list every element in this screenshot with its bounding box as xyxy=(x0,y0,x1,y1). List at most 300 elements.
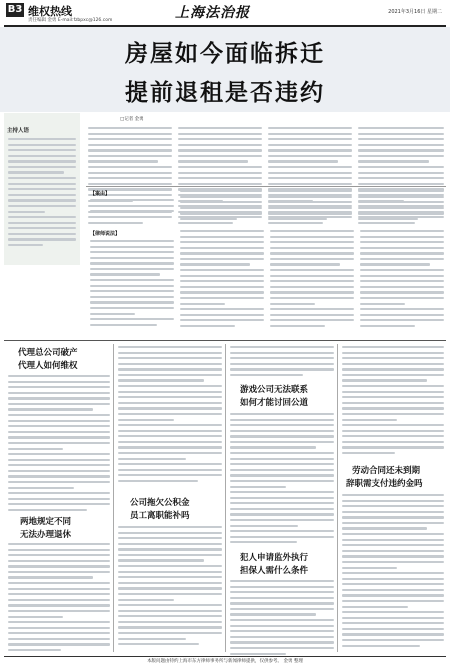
text-line xyxy=(358,127,444,129)
text-line xyxy=(90,273,160,275)
lawyer-col-3 xyxy=(270,230,354,330)
text-line xyxy=(8,375,110,377)
text-line xyxy=(8,565,110,567)
text-line xyxy=(230,374,303,376)
text-line xyxy=(8,205,76,207)
text-line xyxy=(8,199,76,201)
text-line xyxy=(178,183,262,185)
text-line xyxy=(8,183,76,185)
text-line xyxy=(90,318,174,320)
text-line xyxy=(118,357,222,359)
text-line xyxy=(342,413,444,415)
text-line xyxy=(230,480,334,482)
text-line xyxy=(180,308,264,310)
text-line xyxy=(230,602,334,604)
text-line xyxy=(118,391,222,393)
text-line xyxy=(88,172,172,174)
subhead-col3-d: 担保人需什么条件 xyxy=(240,566,309,576)
sidebar-text-block xyxy=(8,138,76,250)
text-line xyxy=(360,236,444,238)
text-line xyxy=(180,190,262,192)
text-line xyxy=(342,391,444,393)
text-line xyxy=(8,160,76,162)
text-line xyxy=(230,368,334,370)
text-line xyxy=(342,407,444,409)
text-line xyxy=(8,588,110,590)
text-line xyxy=(342,522,444,524)
text-line xyxy=(342,578,444,580)
text-line xyxy=(230,619,334,621)
text-line xyxy=(90,301,174,303)
text-line xyxy=(342,516,444,518)
text-line xyxy=(178,166,262,168)
text-line xyxy=(360,286,444,288)
text-line xyxy=(268,166,352,168)
text-line xyxy=(230,586,334,588)
text-line xyxy=(8,448,63,450)
text-line xyxy=(8,610,110,612)
text-line xyxy=(118,626,222,628)
text-line xyxy=(342,561,444,563)
text-line xyxy=(230,497,334,499)
text-line xyxy=(8,155,76,157)
text-line xyxy=(230,636,334,638)
text-line xyxy=(358,201,444,203)
subhead-col3-b: 如何才能讨回公道 xyxy=(240,398,309,408)
text-line xyxy=(342,452,395,454)
text-line xyxy=(270,297,354,299)
text-line xyxy=(342,441,444,443)
text-line xyxy=(230,357,334,359)
text-line xyxy=(88,127,172,129)
text-line xyxy=(88,133,172,135)
text-line xyxy=(118,604,222,606)
text-line xyxy=(360,241,444,243)
text-line xyxy=(8,194,76,196)
text-line xyxy=(358,138,444,140)
text-line xyxy=(342,494,444,496)
text-line xyxy=(118,396,222,398)
text-line xyxy=(180,286,264,288)
text-line xyxy=(118,458,186,460)
text-line xyxy=(358,207,444,209)
text-line xyxy=(358,172,444,174)
text-line xyxy=(8,166,76,168)
text-line xyxy=(90,199,174,201)
text-line xyxy=(270,303,315,305)
lawyer-col-2 xyxy=(180,230,264,330)
text-line xyxy=(118,419,174,421)
text-line xyxy=(90,307,174,309)
text-line xyxy=(118,368,222,370)
text-line xyxy=(360,230,444,232)
text-line xyxy=(360,258,444,260)
col2-text-b xyxy=(118,526,222,649)
text-line xyxy=(8,171,64,173)
text-line xyxy=(230,446,316,448)
text-line xyxy=(180,247,264,249)
text-line xyxy=(118,446,222,448)
text-line xyxy=(230,413,334,415)
text-line xyxy=(358,190,444,192)
text-line xyxy=(8,149,76,151)
text-line xyxy=(8,616,63,618)
text-line xyxy=(342,572,444,574)
headline-line-2: 提前退租是否违约 xyxy=(125,80,325,106)
text-line xyxy=(118,537,222,539)
text-line xyxy=(178,144,262,146)
text-line xyxy=(8,436,110,438)
text-line xyxy=(90,296,174,298)
col-divider xyxy=(113,344,114,652)
text-line xyxy=(90,240,174,242)
text-line xyxy=(230,346,334,348)
text-line xyxy=(270,247,354,249)
text-line xyxy=(268,160,338,162)
text-line xyxy=(268,172,352,174)
text-line xyxy=(118,526,222,528)
text-line xyxy=(230,530,334,532)
text-line xyxy=(342,583,444,585)
text-line xyxy=(178,138,262,140)
text-line xyxy=(8,481,110,483)
text-line xyxy=(118,593,222,595)
text-line xyxy=(8,475,110,477)
text-line xyxy=(118,571,222,573)
text-line xyxy=(8,177,76,179)
text-line xyxy=(118,480,198,482)
text-line xyxy=(358,133,444,135)
text-line xyxy=(88,149,172,151)
subhead-col1-b: 代理人如何维权 xyxy=(18,361,78,371)
text-line xyxy=(90,313,135,315)
text-line xyxy=(230,452,334,454)
subhead-col3-a: 游戏公司无法联系 xyxy=(240,385,309,395)
text-line xyxy=(180,201,262,203)
text-line xyxy=(268,133,352,135)
text-line xyxy=(230,474,334,476)
text-line xyxy=(270,308,354,310)
text-line xyxy=(358,218,418,220)
text-line xyxy=(270,263,340,265)
text-line xyxy=(230,630,334,632)
subhead-col1-c: 两地规定不同 xyxy=(20,517,72,527)
text-line xyxy=(230,597,334,599)
text-line xyxy=(270,252,354,254)
text-line xyxy=(8,560,110,562)
text-line xyxy=(360,275,444,277)
text-line xyxy=(8,582,110,584)
text-line xyxy=(358,183,444,185)
text-line xyxy=(230,424,334,426)
text-line xyxy=(118,610,222,612)
text-line xyxy=(360,297,444,299)
text-line xyxy=(180,263,250,265)
text-line xyxy=(178,155,262,157)
text-line xyxy=(360,263,430,265)
text-line xyxy=(8,216,76,218)
text-line xyxy=(342,594,444,596)
text-line xyxy=(342,611,444,613)
col3-text-top xyxy=(230,346,334,379)
text-line xyxy=(118,554,222,556)
text-line xyxy=(8,392,110,394)
text-line xyxy=(342,352,444,354)
text-line xyxy=(230,591,334,593)
text-line xyxy=(8,487,74,489)
text-line xyxy=(230,502,334,504)
col4-text-b xyxy=(342,494,444,650)
text-line xyxy=(268,155,352,157)
text-line xyxy=(118,452,222,454)
text-line xyxy=(180,236,264,238)
text-line xyxy=(180,230,264,232)
text-line xyxy=(8,431,110,433)
text-line xyxy=(8,453,110,455)
text-line xyxy=(230,536,334,538)
text-line xyxy=(8,498,110,500)
text-line xyxy=(178,133,262,135)
text-line xyxy=(8,571,110,573)
text-line xyxy=(118,632,222,634)
text-line xyxy=(8,227,76,229)
text-line xyxy=(90,210,174,212)
section-divider xyxy=(4,340,446,341)
text-line xyxy=(342,606,408,608)
text-line xyxy=(270,325,325,327)
lawyer-col-1 xyxy=(90,240,174,329)
text-line xyxy=(342,368,444,370)
text-line xyxy=(180,314,264,316)
text-line xyxy=(342,539,444,541)
text-line xyxy=(270,236,354,238)
col3-text-b xyxy=(230,580,334,658)
text-line xyxy=(118,346,222,348)
text-line xyxy=(118,532,222,534)
text-line xyxy=(8,593,110,595)
text-line xyxy=(90,205,174,207)
text-line xyxy=(230,519,334,521)
text-line xyxy=(180,252,264,254)
text-line xyxy=(230,641,334,643)
text-line xyxy=(360,319,444,321)
text-line xyxy=(88,160,158,162)
case-col-2 xyxy=(180,190,262,223)
text-line xyxy=(180,218,237,220)
text-line xyxy=(90,262,174,264)
text-line xyxy=(268,149,352,151)
col-divider xyxy=(337,344,338,652)
text-line xyxy=(8,425,110,427)
text-line xyxy=(270,241,354,243)
text-line xyxy=(180,241,264,243)
text-line xyxy=(118,430,222,432)
text-line xyxy=(270,258,354,260)
text-line xyxy=(88,138,172,140)
text-line xyxy=(270,286,354,288)
text-line xyxy=(342,622,444,624)
text-line xyxy=(118,352,222,354)
subhead-col1-a: 代理总公司破产 xyxy=(18,348,78,358)
text-line xyxy=(230,625,334,627)
text-line xyxy=(178,127,262,129)
text-line xyxy=(8,649,61,651)
footer-note: 本版问题由特约上海市东方律师事务所与新闻律师提供，仅供参考。 金勇 整理 xyxy=(147,659,303,664)
text-line xyxy=(118,543,222,545)
text-line xyxy=(90,246,174,248)
subhead-col4-b: 辞职需支付违约金吗 xyxy=(346,479,423,489)
newspaper-masthead: 上海法治报 xyxy=(175,5,250,21)
text-line xyxy=(360,269,444,271)
text-line xyxy=(8,386,110,388)
text-line xyxy=(230,419,334,421)
text-line xyxy=(268,196,352,198)
text-line xyxy=(230,463,334,465)
subhead-col2-a: 公司拖欠公积金 xyxy=(130,498,190,508)
text-line xyxy=(268,201,352,203)
text-line xyxy=(180,207,262,209)
text-line xyxy=(90,216,161,218)
lawyer-tag: 【律师说法】 xyxy=(90,231,121,237)
case-col-3 xyxy=(268,190,352,223)
text-line xyxy=(180,258,264,260)
text-line xyxy=(342,633,444,635)
footer-divider xyxy=(4,656,446,657)
text-line xyxy=(268,183,352,185)
text-line xyxy=(342,527,427,529)
text-line xyxy=(118,638,186,640)
text-line xyxy=(342,385,444,387)
text-line xyxy=(342,500,444,502)
text-line xyxy=(8,381,110,383)
text-line xyxy=(342,379,427,381)
text-line xyxy=(118,385,222,387)
text-line xyxy=(342,600,444,602)
text-line xyxy=(90,251,174,253)
text-line xyxy=(8,211,45,213)
text-line xyxy=(8,188,76,190)
text-line xyxy=(8,233,76,235)
text-line xyxy=(118,363,222,365)
text-line xyxy=(8,442,110,444)
page-number-badge: B3 xyxy=(7,4,23,15)
text-line xyxy=(8,554,110,556)
text-line xyxy=(118,621,222,623)
text-line xyxy=(8,549,110,551)
text-line xyxy=(118,413,222,415)
text-line xyxy=(230,613,316,615)
text-line xyxy=(180,291,264,293)
text-line xyxy=(268,218,327,220)
text-line xyxy=(180,196,262,198)
text-line xyxy=(8,543,110,545)
text-line xyxy=(8,632,110,634)
text-line xyxy=(268,127,352,129)
text-line xyxy=(118,559,204,561)
text-line xyxy=(118,435,222,437)
col2-text-a xyxy=(118,346,222,485)
text-line xyxy=(360,325,415,327)
text-line xyxy=(230,647,334,649)
text-line xyxy=(342,446,444,448)
text-line xyxy=(90,290,174,292)
text-line xyxy=(118,576,222,578)
text-line xyxy=(118,441,222,443)
text-line xyxy=(358,144,444,146)
text-line xyxy=(8,244,43,246)
text-line xyxy=(118,548,222,550)
text-line xyxy=(342,544,444,546)
text-line xyxy=(90,285,174,287)
text-line xyxy=(270,275,354,277)
text-line xyxy=(342,533,444,535)
text-line xyxy=(230,580,334,582)
text-line xyxy=(360,291,444,293)
text-line xyxy=(118,587,222,589)
text-line xyxy=(270,314,354,316)
text-line xyxy=(8,238,76,240)
text-line xyxy=(230,653,286,655)
text-line xyxy=(90,268,174,270)
text-line xyxy=(118,469,222,471)
subhead-col2-b: 员工离职能补吗 xyxy=(130,511,190,521)
text-line xyxy=(342,424,444,426)
text-line xyxy=(180,319,264,321)
text-line xyxy=(8,144,76,146)
text-line xyxy=(342,555,444,557)
subhead-col1-d: 无法办理退休 xyxy=(20,530,72,540)
text-line xyxy=(8,604,110,606)
text-line xyxy=(8,459,110,461)
text-line xyxy=(88,155,172,157)
text-line xyxy=(90,257,174,259)
text-line xyxy=(8,464,110,466)
text-line xyxy=(180,325,235,327)
text-line xyxy=(342,374,444,376)
issue-date: 2021年3月16日 星期二 xyxy=(388,9,442,15)
text-line xyxy=(342,435,444,437)
text-line xyxy=(342,430,444,432)
text-line xyxy=(342,396,444,398)
text-line xyxy=(180,280,264,282)
text-line xyxy=(268,144,352,146)
editor-info: 责任编辑 金勇 E-mail:fzbpxc@126.com xyxy=(28,18,113,23)
text-line xyxy=(118,474,222,476)
text-line xyxy=(358,149,444,151)
text-line xyxy=(342,346,444,348)
text-line xyxy=(342,617,444,619)
text-line xyxy=(342,357,444,359)
text-line xyxy=(180,297,264,299)
text-line xyxy=(8,509,87,511)
text-line xyxy=(8,599,110,601)
text-line xyxy=(270,280,354,282)
text-line xyxy=(8,397,110,399)
text-line xyxy=(230,441,334,443)
text-line xyxy=(8,420,110,422)
text-line xyxy=(230,541,297,543)
text-line xyxy=(342,628,444,630)
text-line xyxy=(342,645,420,647)
text-line xyxy=(358,160,429,162)
text-line xyxy=(342,639,444,641)
text-line xyxy=(360,280,444,282)
text-line xyxy=(88,222,143,224)
text-line xyxy=(178,149,262,151)
text-line xyxy=(230,525,298,527)
case-col-4 xyxy=(358,190,444,223)
text-line xyxy=(8,627,110,629)
